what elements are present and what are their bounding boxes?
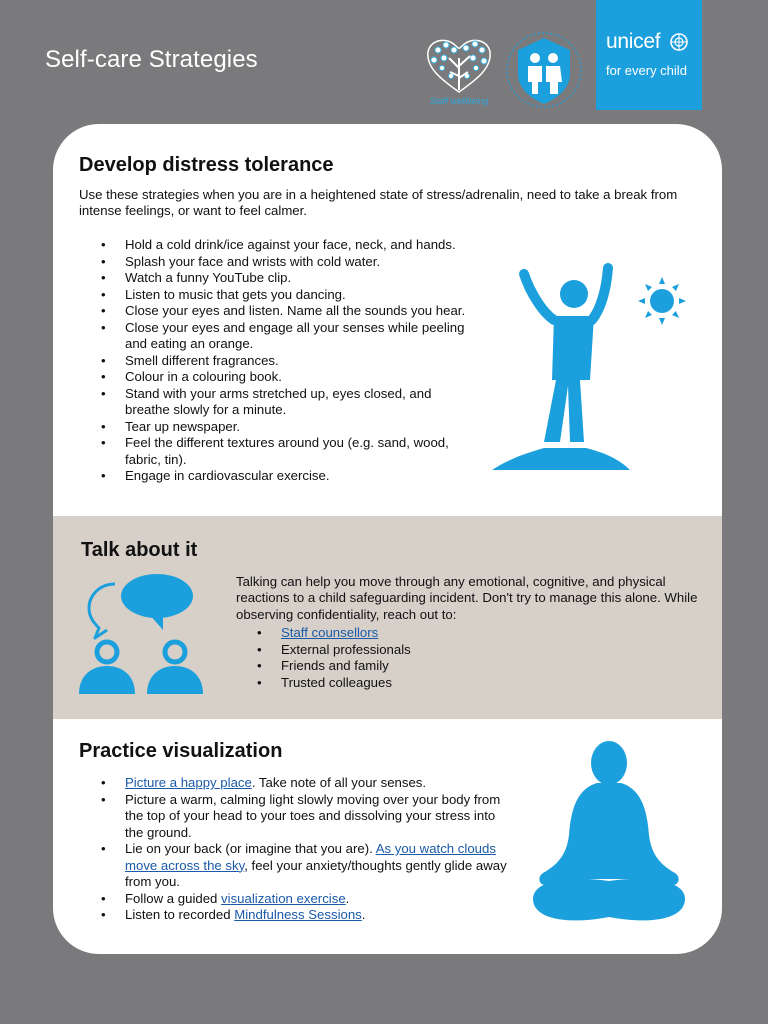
list-item: • Hold a cold drink/ice against your face, neck, and hands. bbox=[79, 237, 473, 254]
visualization-section bbox=[53, 719, 722, 954]
page-title: Self-care Strategies bbox=[45, 46, 258, 73]
unicef-globe-icon bbox=[669, 32, 689, 52]
talk-about-it-list bbox=[235, 625, 635, 691]
list-item: • Engage in cardiovascular exercise. bbox=[79, 468, 473, 485]
list-item-text: , feel your anxiety/thoughts gently glide away from you. bbox=[125, 857, 507, 889]
list-item-text: . Take note of all your senses. bbox=[251, 775, 427, 790]
list-item bbox=[235, 625, 635, 642]
list-item bbox=[79, 841, 509, 891]
list-item-text: Follow a guided bbox=[125, 890, 222, 906]
distress-tolerance-heading: Develop distress tolerance bbox=[79, 154, 334, 176]
list-item: • Feel the different textures around you (e.g. sand, wood, fabric, tin). bbox=[79, 435, 473, 468]
unicef-logo bbox=[596, 0, 702, 110]
talk-about-it-intro: Talking can help you move through any emotional, cognitive, and physical reactions to a child safeguarding incident. Don't try to manage this alone. While observing confidentiality, reach out to: bbox=[236, 574, 698, 622]
children-shield-logo bbox=[504, 30, 584, 110]
list-item: • Tear up newspaper. bbox=[79, 419, 473, 436]
people-talking-icon bbox=[77, 572, 207, 700]
heart-tree-icon bbox=[418, 34, 500, 98]
distress-tolerance-list bbox=[79, 237, 473, 485]
list-item: • Close your eyes and engage all your senses while peeling and eating an orange. bbox=[79, 320, 473, 353]
visualization-list bbox=[79, 775, 509, 924]
sun-icon bbox=[637, 276, 687, 326]
list-item bbox=[79, 907, 509, 924]
list-item-text: Listen to recorded bbox=[125, 907, 235, 922]
staff-wellbeing-caption: Staff wellbeing bbox=[429, 96, 489, 106]
list-item: • External professionals bbox=[235, 642, 635, 659]
staff-counsellors-link[interactable]: Staff counsellors bbox=[281, 625, 379, 640]
list-item: • Trusted colleagues bbox=[235, 675, 635, 692]
list-item: • Smell different fragrances. bbox=[79, 353, 473, 370]
visualization-heading: Practice visualization bbox=[79, 740, 283, 762]
list-item-text: . bbox=[345, 890, 350, 906]
staff-wellbeing-logo bbox=[418, 34, 500, 112]
content-card bbox=[53, 124, 722, 954]
unicef-brand-text: unicef bbox=[606, 30, 661, 53]
list-item-text: . bbox=[361, 907, 366, 922]
list-item: • Splash your face and wrists with cold water. bbox=[79, 254, 473, 271]
list-item-text: Lie on your back (or imagine that you are). bbox=[125, 841, 376, 856]
children-shield-icon bbox=[504, 30, 584, 110]
list-item: • Listen to music that gets you dancing. bbox=[79, 287, 473, 304]
list-item: • Watch a funny YouTube clip. bbox=[79, 270, 473, 287]
person-arms-up-icon bbox=[490, 262, 636, 474]
list-item bbox=[79, 775, 509, 792]
list-item bbox=[79, 891, 509, 908]
list-item: • Stand with your arms stretched up, eyes closed, and breathe slowly for a minute. bbox=[79, 386, 473, 419]
meditation-icon bbox=[527, 739, 691, 929]
talk-about-it-heading: Talk about it bbox=[81, 539, 198, 561]
unicef-tagline: for every child bbox=[606, 63, 687, 78]
list-item: • Close your eyes and listen. Name all the sounds you hear. bbox=[79, 303, 473, 320]
list-item: • Picture a warm, calming light slowly moving over your body from the top of your head to your toes and dissolving your stress into the ground. bbox=[79, 792, 509, 842]
talk-about-it-section bbox=[53, 516, 722, 719]
distress-tolerance-intro: Use these strategies when you are in a heightened state of stress/adrenalin, need to take a break from intense feelings, or want to feel calmer. bbox=[79, 187, 678, 219]
clouds-link[interactable]: As you watch clouds move across the sky bbox=[125, 841, 496, 873]
mindfulness-sessions-link[interactable]: Mindfulness Sessions bbox=[234, 907, 362, 922]
list-item: • Colour in a colouring book. bbox=[79, 369, 473, 386]
visualization-exercise-link[interactable]: visualization exercise bbox=[221, 890, 346, 906]
distress-tolerance-section bbox=[53, 124, 722, 516]
happy-place-link[interactable]: Picture a happy place bbox=[125, 775, 252, 790]
list-item: • Friends and family bbox=[235, 658, 635, 675]
